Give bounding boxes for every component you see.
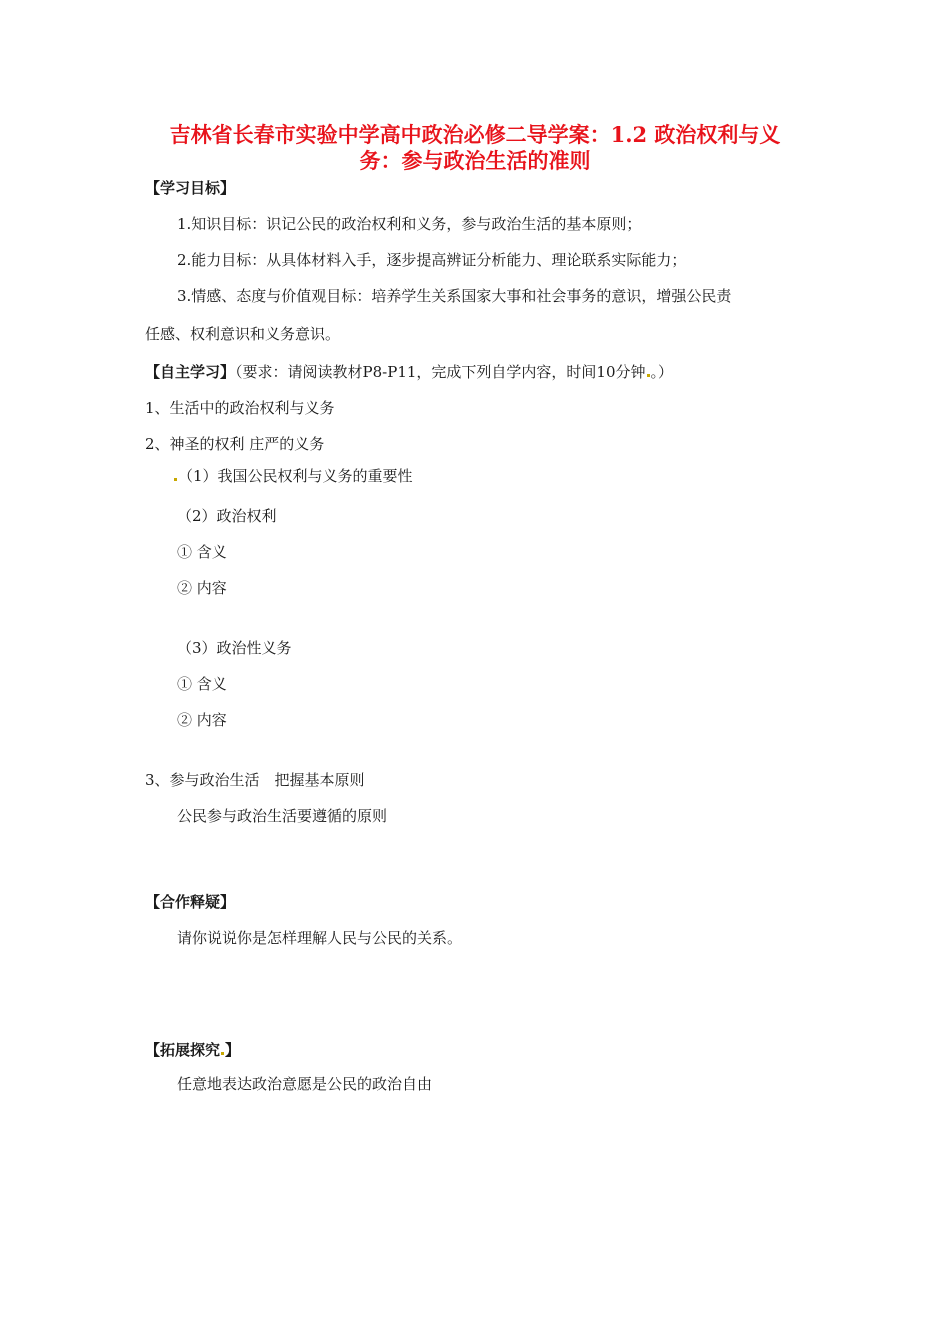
cooperation-heading: 【合作释疑】 (145, 893, 236, 911)
extension-text-line (177, 1074, 432, 1094)
subsection-3: （3）政治性义务 (177, 639, 292, 657)
self-study-heading: 【自主学习】 (145, 363, 236, 381)
subsection-3-meaning: ① 含义 (177, 675, 227, 693)
subsection-1: （1）我国公民权利与义务的重要性 (178, 467, 413, 485)
section-2-heading: 2、神圣的权利 庄严的义务 (145, 435, 325, 453)
extension-heading: 【拓展探究 (145, 1041, 221, 1059)
stray-dot-mark (174, 478, 177, 481)
objective-item-3-continued: 任感、权利意识和义务意识。 (145, 325, 341, 343)
stray-dot-mark (647, 374, 650, 377)
subsection-2-content: ② 内容 (177, 579, 227, 597)
document-title-line-2: 务：参与政治生活的准则 (359, 148, 591, 173)
extension-text-a: 任意 (177, 1075, 208, 1093)
extension-heading-end: 】 (225, 1041, 241, 1059)
section-3-text: 公民参与政治生活要遵循的原则 (177, 807, 388, 825)
self-study-line (145, 362, 673, 382)
objective-item-2: 2.能力目标：从具体材料入手，逐步提高辨证分析能力、理论联系实际能力； (177, 251, 687, 269)
self-study-requirement-end: 。） (650, 363, 674, 381)
section-3-heading: 3、参与政治生活 把握基本原则 (145, 771, 365, 789)
cooperation-text: 请你说说你是怎样理解人民与公民的关系。 (177, 929, 463, 947)
self-study-requirement: （要求：请阅读教材P8-P11，完成下列自学内容，时间10分钟 (235, 363, 646, 381)
stray-dot-mark (221, 1052, 224, 1055)
objective-item-3: 3.情感、态度与价值观目标：培养学生关系国家大事和社会事务的意识，增强公民责 (177, 287, 732, 305)
extension-heading-line (145, 1040, 240, 1060)
subsection-3-content: ② 内容 (177, 711, 227, 729)
extension-text-b: 地表达政治意愿是公民的政治自由 (207, 1075, 433, 1093)
section-1-heading: 1、生活中的政治权利与义务 (145, 399, 335, 417)
subsection-2-meaning: ① 含义 (177, 543, 227, 561)
objective-item-1: 1.知识目标：识记公民的政治权利和义务，参与政治生活的基本原则； (177, 215, 642, 233)
subsection-2: （2）政治权利 (177, 507, 277, 525)
subsection-1-line (173, 466, 413, 486)
objectives-heading: 【学习目标】 (145, 179, 236, 197)
document-title-line-1: 吉林省长春市实验中学高中政治必修二导学案：1.2 政治权利与义 (169, 122, 781, 147)
